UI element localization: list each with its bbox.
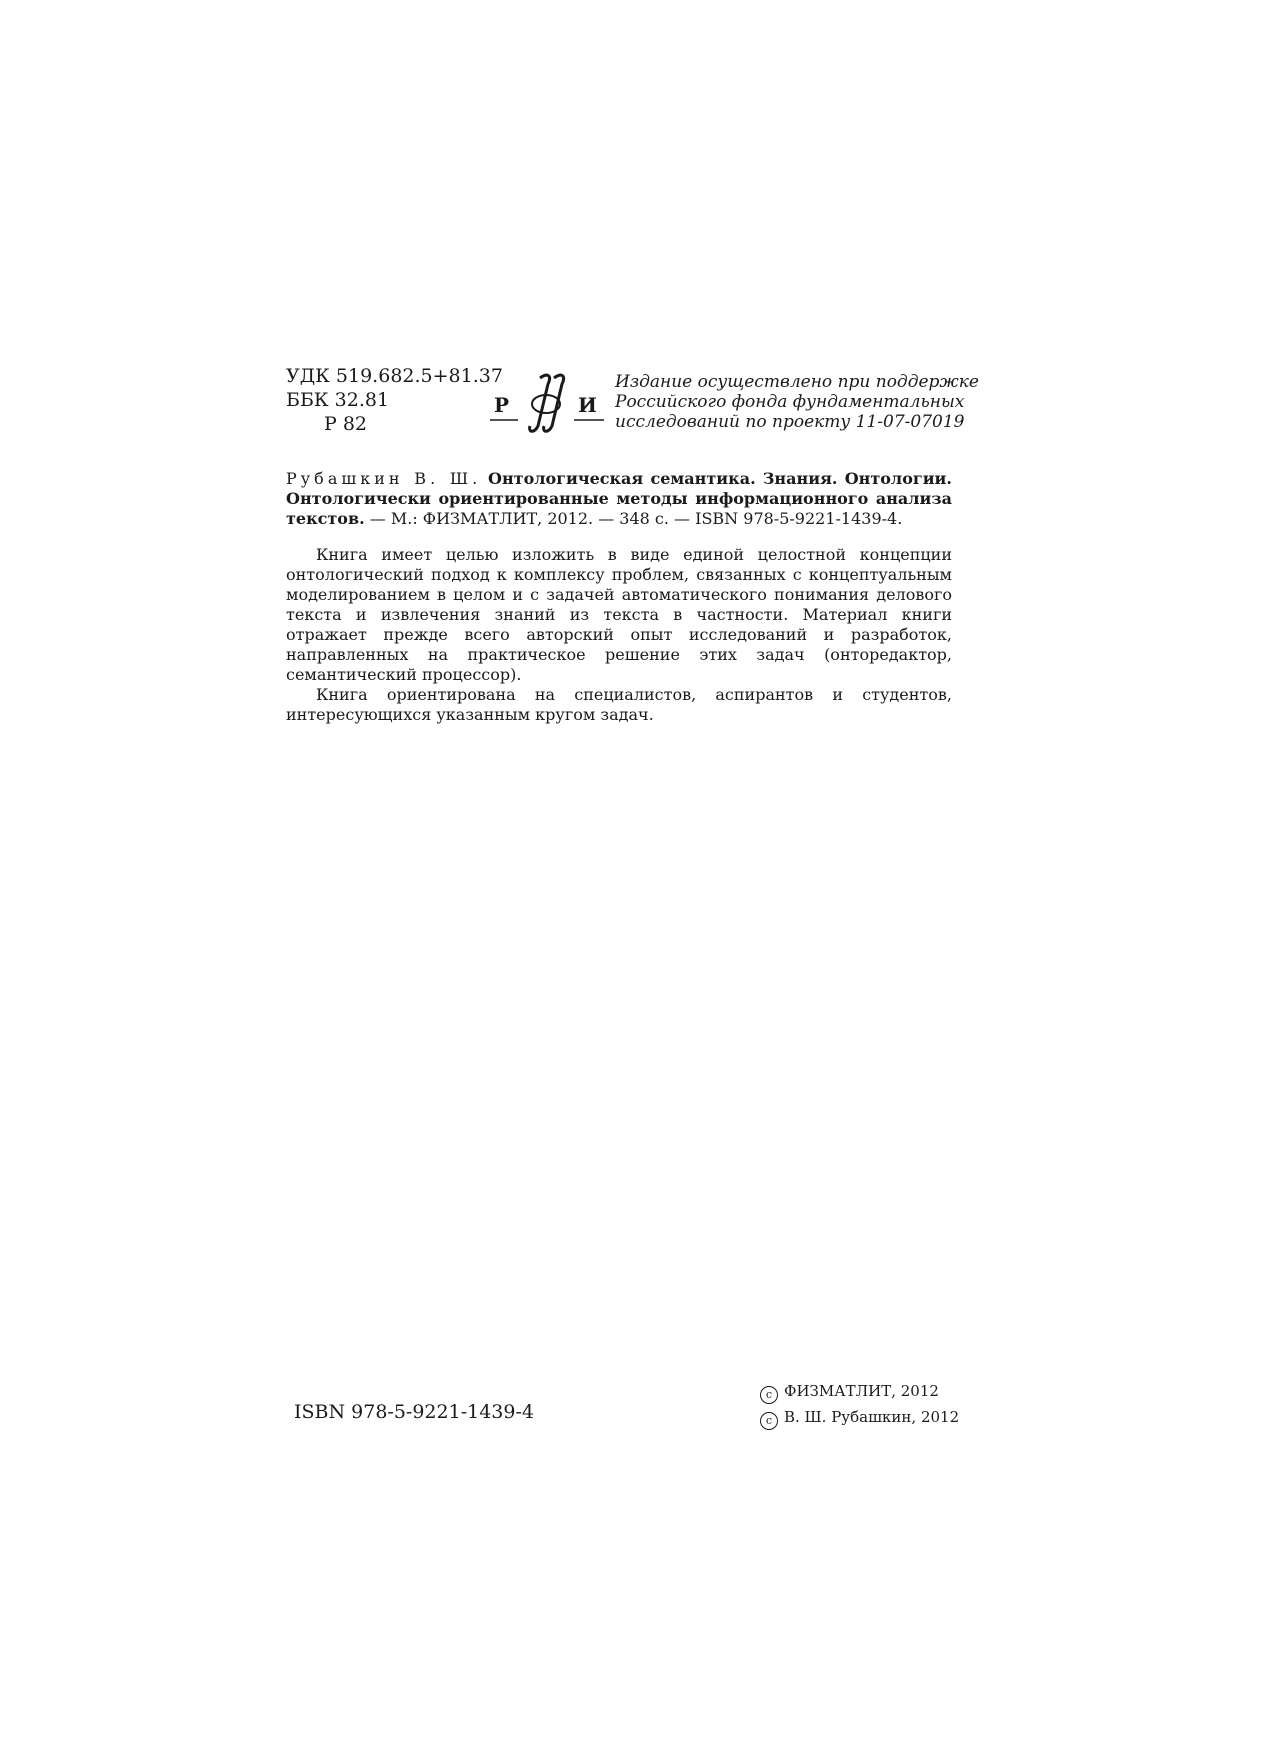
support-line: Издание осуществлено при поддержке — [615, 372, 979, 392]
copyright-publisher-text: ФИЗМАТЛИТ, 2012 — [784, 1382, 939, 1400]
logo-letter-right: И — [578, 393, 597, 417]
book-abstract — [286, 545, 952, 725]
support-line: исследований по проекту 11-07-07019 — [615, 412, 965, 432]
copyright-icon: c — [760, 1386, 778, 1404]
bibliographic-record — [286, 469, 952, 529]
bbk-code: ББК 32.81 — [286, 389, 390, 411]
book-title: Онтологическая семантика. Знания. Онтологии. Онтологически ориентированные методы информационного анализа текстов. — [286, 469, 952, 528]
book-author: Рубашкин В. Ш. — [286, 469, 482, 488]
support-line: Российского фонда фундаментальных — [615, 392, 965, 412]
copyright-author-text: В. Ш. Рубашкин, 2012 — [784, 1408, 960, 1426]
copyright-author — [760, 1404, 959, 1430]
support-notice — [615, 372, 979, 432]
abstract-paragraph: Книга имеет целью изложить в виде единой целостной концепции онтологический подход к комплексу проблем, связанных с концептуальным моделированием в целом и с задачей автоматического понимания делового текста и извлечения знаний из текста в частности. Материал книги отражает прежде всего авторский опыт исследований и разработок, направленных на практическое решение этих задач (онторедактор, семантический процессор). — [286, 545, 952, 684]
copyright-block — [760, 1378, 959, 1430]
udk-code: УДК 519.682.5+81.37 — [286, 365, 503, 387]
logo-letter-left: Р — [494, 393, 510, 417]
copyright-publisher — [760, 1378, 959, 1404]
copyright-icon: c — [760, 1412, 778, 1430]
abstract-paragraph: Книга ориентирована на специалистов, аспирантов и студентов, интересующихся указанным кругом задач. — [286, 685, 952, 724]
rffi-logo-icon — [488, 370, 608, 436]
author-mark: Р 82 — [324, 413, 368, 435]
book-imprint: — М.: ФИЗМАТЛИТ, 2012. — 348 с. — ISBN 978-5-9221-1439-4. — [369, 509, 903, 528]
classification-codes — [286, 364, 503, 436]
isbn-footer: ISBN 978-5-9221-1439-4 — [294, 1401, 534, 1423]
